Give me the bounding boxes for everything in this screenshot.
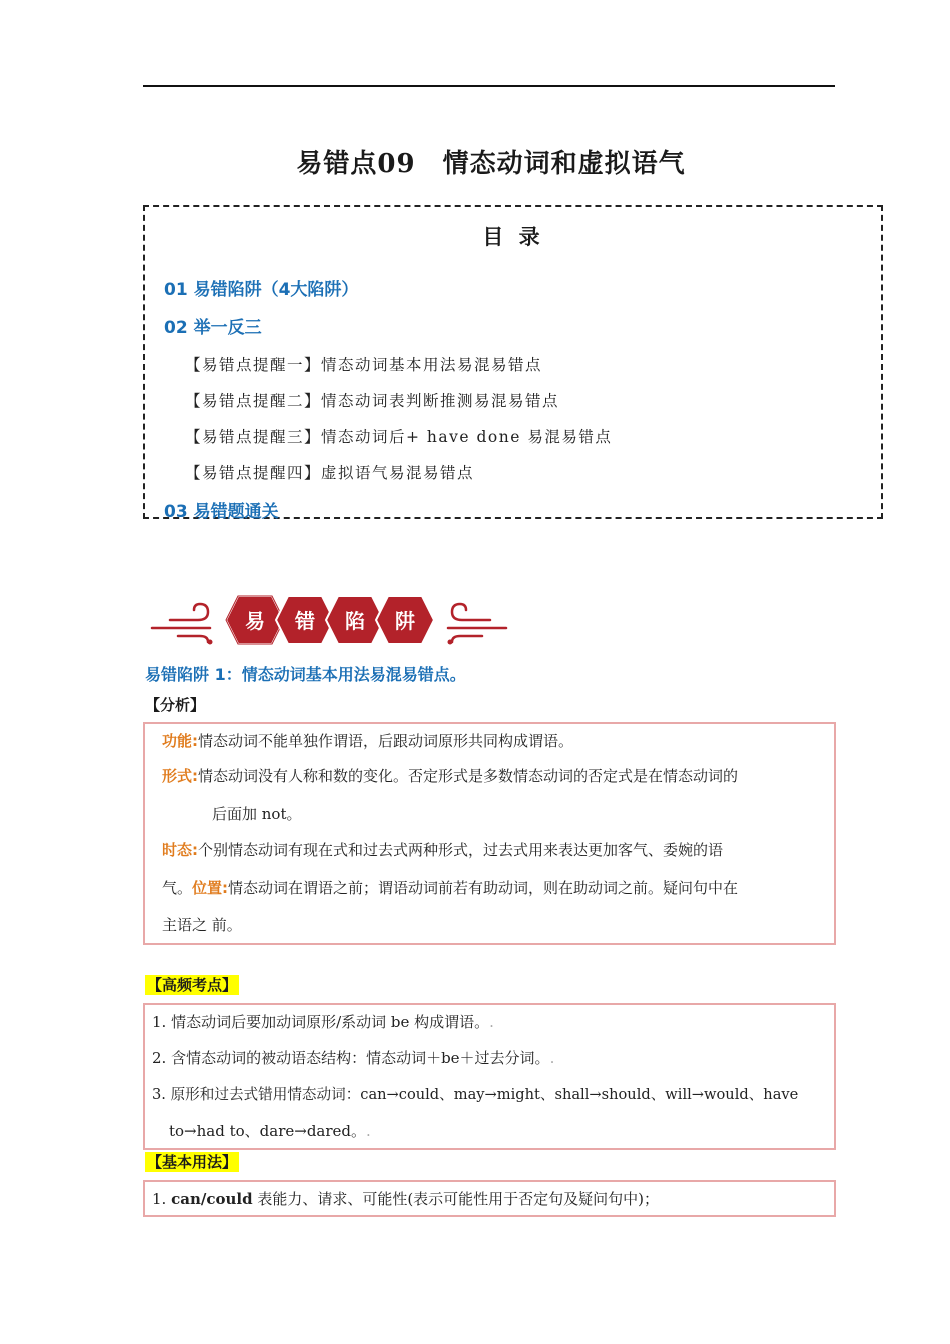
toc-section-2[interactable]: 02 举一反三 (164, 318, 262, 338)
frequent-item-2 (152, 1047, 554, 1068)
frequent-item-2-text: 2. 含情态动词的被动语态结构：情态动词＋be＋过去分词。 (152, 1049, 550, 1067)
analysis-label: 【分析】 (145, 696, 206, 714)
frequent-item-1 (152, 1011, 494, 1032)
banner-hexagons (226, 596, 434, 644)
banner-char-2: 错 (295, 609, 315, 633)
toc-section-3[interactable]: 03 易错题通关 (164, 502, 279, 522)
form-text-1: 情态动词没有人称和数的变化。否定形式是多数情态动词的否定式是在情态动词的 (198, 767, 739, 785)
function-text: 情态动词不能单独作谓语，后跟动词原形共同构成谓语。 (198, 732, 574, 750)
trail-mark-1: . (489, 1013, 494, 1031)
position-text-1: 情态动词在谓语之前；谓语动词前若有助动词，则在助动词之前。疑问句中在 (228, 879, 739, 897)
basic-usage-box (143, 1180, 836, 1217)
frequent-item-3-cont-text: to→had to、dare→dared。 (169, 1122, 367, 1140)
table-of-contents (143, 205, 883, 522)
form-text-2: 后面加 not。 (212, 805, 302, 823)
toc-subitem-1[interactable]: 【易错点提醒一】情态动词基本用法易混易错点 (185, 356, 543, 374)
basic-item-text: 表能力、请求、可能性(表示可能性用于否定句及疑问句中)； (252, 1190, 660, 1208)
trail-mark-2: . (549, 1049, 555, 1067)
analysis-function-line (162, 730, 573, 751)
basic-label: 【基本用法】 (147, 1153, 238, 1171)
banner-right-swirl (448, 604, 507, 645)
analysis-form-line (162, 765, 738, 786)
frequent-item-1-text: 1. 情态动词后要加动词原形/系动词 be 构成谓语。 (152, 1013, 490, 1031)
trap1-heading: 易错陷阱 1：情态动词基本用法易混易错点。 (145, 665, 466, 684)
form-label: 形式: (162, 767, 198, 785)
frequent-points-box (143, 1003, 836, 1150)
toc-subitem-3[interactable]: 【易错点提醒三】情态动词后+ have done 易混易错点 (185, 428, 613, 446)
toc-subitem-4[interactable]: 【易错点提醒四】虚拟语气易混易错点 (185, 464, 475, 482)
banner-char-1: 易 (245, 609, 265, 633)
basic-item-keyword: can/could (171, 1190, 253, 1208)
frequent-label: 【高频考点】 (147, 976, 238, 994)
analysis-box (143, 722, 836, 945)
basic-item-num: 1. (152, 1190, 167, 1208)
toc-section-1[interactable]: 01 易错陷阱（4大陷阱） (164, 280, 359, 300)
tense-text-2: 气。 (162, 879, 193, 897)
banner-char-3: 陷 (345, 609, 365, 633)
banner-left-swirl (152, 604, 213, 645)
analysis-position-line (162, 877, 738, 898)
analysis-tense-line (162, 839, 723, 860)
trail-mark-3: . (366, 1122, 371, 1140)
banner-char-4: 阱 (395, 609, 415, 633)
document-title: 易错点09 情态动词和虚拟语气 (296, 149, 686, 179)
position-text-2: 主语之 前。 (162, 916, 242, 934)
function-label: 功能: (162, 732, 198, 750)
toc-subitem-2[interactable]: 【易错点提醒二】情态动词表判断推测易混易错点 (185, 392, 560, 410)
tense-label: 时态: (162, 841, 198, 859)
trap-banner (150, 590, 510, 650)
frequent-item-3: 3. 原形和过去式错用情态动词：can→could、may→might、shall→should、will→would、have (152, 1086, 799, 1103)
frequent-item-3-cont (169, 1120, 371, 1141)
basic-item-1 (152, 1188, 659, 1209)
top-rule (143, 85, 835, 87)
position-label: 位置: (192, 879, 229, 897)
toc-heading: 目 录 (482, 225, 544, 249)
tense-text-1: 个别情态动词有现在式和过去式两种形式，过去式用来表达更加客气、委婉的语 (198, 841, 724, 859)
